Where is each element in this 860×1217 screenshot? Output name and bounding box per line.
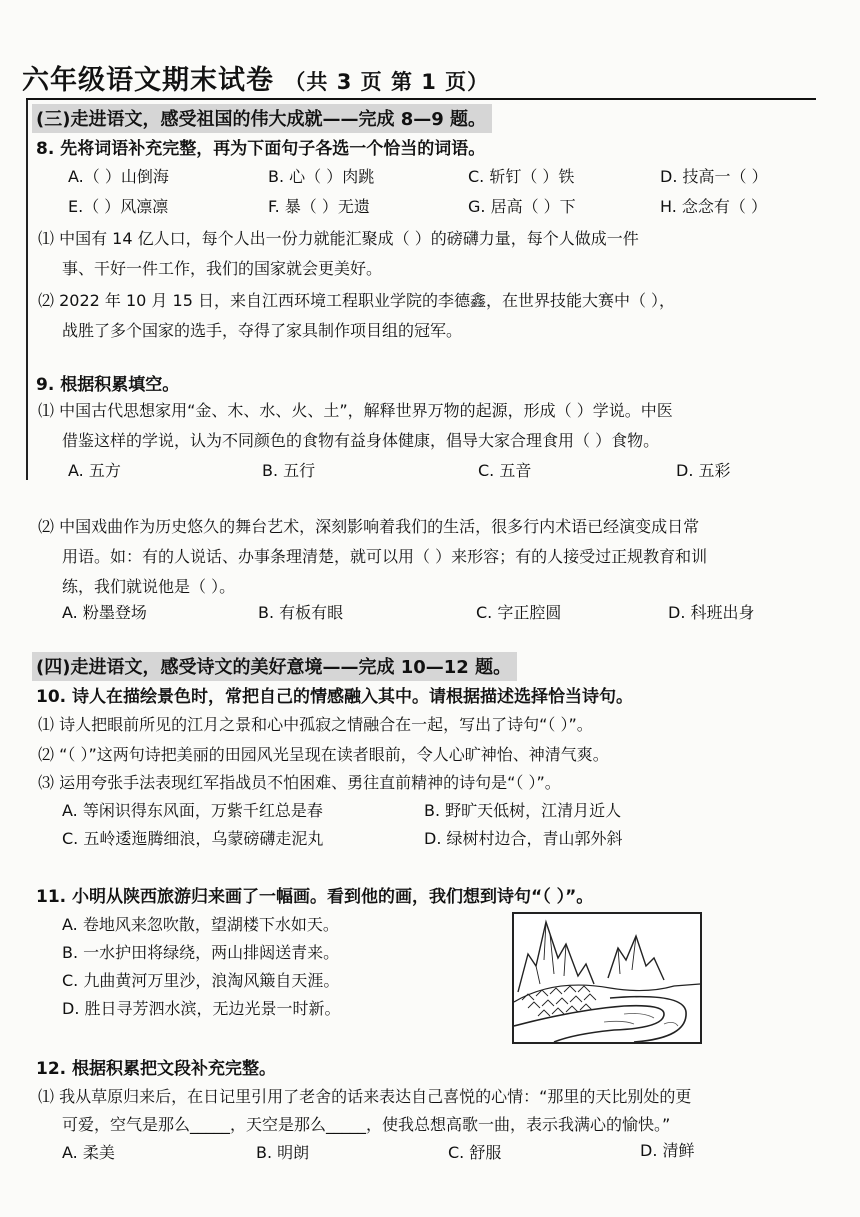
q11-option-d: D. 胜日寻芳泗水滨，无边光景一时新。 <box>62 999 341 1018</box>
q8-option-b: B. 心（ ）肉跳 <box>268 167 375 186</box>
page-title <box>22 58 489 97</box>
q9-2-option-b: B. 有板有眼 <box>258 603 344 622</box>
q12-option-b: B. 明朗 <box>256 1143 310 1162</box>
question-12-stem: 12. 根据积累把文段补充完整。 <box>36 1059 277 1079</box>
q10-option-b: B. 野旷天低树，江清月近人 <box>424 801 622 820</box>
q8-option-c: C. 斩钉（ ）铁 <box>468 167 575 186</box>
q12-option-c: C. 舒服 <box>448 1143 502 1162</box>
header-rule <box>26 98 816 100</box>
q8-option-e: E.（ ）风凛凛 <box>68 197 169 216</box>
section-4-heading: (四)走进语文，感受诗文的美好意境——完成 10—12 题。 <box>32 652 517 681</box>
q9-1-option-d: D. 五彩 <box>676 461 731 480</box>
page-info: （共 3 页 第 1 页） <box>284 70 490 94</box>
q10-sentence-3: ⑶ 运用夸张手法表现红军指战员不怕困难、勇往直前精神的诗句是“（ ）”。 <box>38 773 561 792</box>
question-10-stem: 10. 诗人在描绘景色时，常把自己的情感融入其中。请根据描述选择恰当诗句。 <box>36 687 634 707</box>
q10-option-a: A. 等闲识得东风面，万紫千红总是春 <box>62 801 323 820</box>
q11-option-a: A. 卷地风来忽吹散，望湖楼下水如天。 <box>62 915 339 934</box>
question-9-stem: 9. 根据积累填空。 <box>36 375 180 395</box>
landscape-illustration <box>512 912 702 1044</box>
q9-2-option-a: A. 粉墨登场 <box>62 603 147 622</box>
q9-1-option-c: C. 五音 <box>478 461 532 480</box>
question-11-stem: 11. 小明从陕西旅游归来画了一幅画。看到他的画，我们想到诗句“（ ）”。 <box>36 887 594 907</box>
q9-sentence-2-line-3: 练，我们就说他是（ ）。 <box>62 577 236 596</box>
q8-option-d: D. 技高一（ ） <box>660 167 768 186</box>
mountain-river-drawing <box>514 914 700 1042</box>
q8-option-a: A.（ ）山倒海 <box>68 167 169 186</box>
q9-1-option-b: B. 五行 <box>262 461 316 480</box>
q10-option-d: D. 绿树村边合，青山郭外斜 <box>424 829 623 848</box>
q8-sentence-2-line-2: 战胜了多个国家的选手，夺得了家具制作项目组的冠军。 <box>62 321 463 340</box>
left-margin-line <box>26 100 28 480</box>
q9-2-option-d: D. 科班出身 <box>668 603 755 622</box>
exam-title: 六年级语文期末试卷 <box>22 65 274 96</box>
question-8-stem: 8. 先将词语补充完整，再为下面句子各选一个恰当的词语。 <box>36 139 486 159</box>
q10-sentence-1: ⑴ 诗人把眼前所见的江月之景和心中孤寂之情融合在一起，写出了诗句“（ ）”。 <box>38 715 593 734</box>
q9-sentence-1-line-1: ⑴ 中国古代思想家用“金、木、水、火、土”，解释世界万物的起源，形成（ ）学说。中医 <box>38 401 673 420</box>
q9-2-option-c: C. 字正腔圆 <box>476 603 562 622</box>
section-3-heading: (三)走进语文，感受祖国的伟大成就——完成 8—9 题。 <box>32 104 492 133</box>
q8-sentence-2-line-1: ⑵ 2022 年 10 月 15 日，来自江西环境工程职业学院的李德鑫，在世界技能大赛中（ ）， <box>38 291 676 310</box>
q9-sentence-1-line-2: 借鉴这样的学说，认为不同颜色的食物有益身体健康，倡导大家合理食用（ ）食物。 <box>62 431 660 450</box>
q11-option-c: C. 九曲黄河万里沙，浪淘风簸自天涯。 <box>62 971 340 990</box>
q8-option-f: F. 暴（ ）无遗 <box>268 197 370 216</box>
q12-sentence-1-line-2: 可爱，空气是那么_____，天空是那么_____，使我总想高歌一曲，表示我满心的愉快。” <box>62 1115 671 1134</box>
q12-option-a: A. 柔美 <box>62 1143 115 1162</box>
q9-sentence-2-line-1: ⑵ 中国戏曲作为历史悠久的舞台艺术，深刻影响着我们的生活，很多行内术语已经演变成日常 <box>38 517 700 536</box>
q8-option-g: G. 居高（ ）下 <box>468 197 576 216</box>
q9-1-option-a: A. 五方 <box>68 461 121 480</box>
q10-option-c: C. 五岭逶迤腾细浪，乌蒙磅礴走泥丸 <box>62 829 324 848</box>
q8-option-h: H. 念念有（ ） <box>660 197 768 216</box>
q12-sentence-1-line-1: ⑴ 我从草原归来后，在日记里引用了老舍的话来表达自己喜悦的心情：“那里的天比别处的更 <box>38 1087 692 1106</box>
q12-option-d: D. 清鲜 <box>640 1141 695 1160</box>
q11-option-b: B. 一水护田将绿绕，两山排闼送青来。 <box>62 943 340 962</box>
q9-sentence-2-line-2: 用语。如：有的人说话、办事条理清楚，就可以用（ ）来形容；有的人接受过正规教育和训 <box>62 547 708 566</box>
q8-sentence-1-line-1: ⑴ 中国有 14 亿人口，每个人出一份力就能汇聚成（ ）的磅礴力量，每个人做成一件 <box>38 229 639 248</box>
q10-sentence-2: ⑵ “（ ）”这两句诗把美丽的田园风光呈现在读者眼前，令人心旷神怡、神清气爽。 <box>38 745 609 764</box>
q8-sentence-1-line-2: 事、干好一件工作，我们的国家就会更美好。 <box>62 259 383 278</box>
